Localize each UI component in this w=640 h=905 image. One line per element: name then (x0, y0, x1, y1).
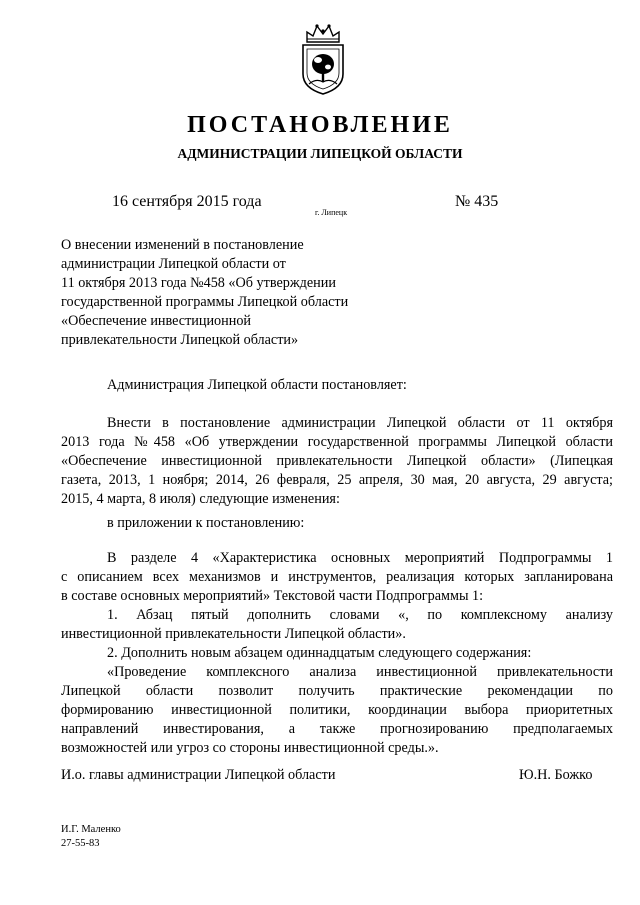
paragraph-main-amendment: Внести в постановление администрации Липецкой области от 11 октября 2013 года №458 «Об утверждении государственной программы Липецкой области «Обеспечение инвестиционной привлекательности Липецкой области» (Липецкая газета, 2013, 1 ноября; 2014, 26 февраля, 25 апреля, 30 мая, 20 августа, 29 августа; 2015, 4 марта, 8 июля) следующие изменения: (61, 415, 613, 507)
paragraph-section-4: В разделе 4 «Характеристика основных мероприятий Подпрограммы 1 с описанием всех механизмов и инструментов, реализация которых запланирована в составе основных мероприятий» Текстовой части Подпрограммы 1: (61, 550, 613, 604)
issuing-authority: АДМИНИСТРАЦИИ ЛИПЕЦКОЙ ОБЛАСТИ (177, 146, 463, 161)
paragraph-item-1: 1. Абзац пятый дополнить словами «, по комплексному анализу инвестиционной привлекательности Липецкой области». (61, 607, 613, 642)
lipetsk-coat-of-arms-icon (298, 22, 348, 96)
signatory-name: Ю.Н. Божко (519, 767, 593, 783)
document-date: 16 сентября 2015 года (112, 193, 262, 210)
executor-block (61, 823, 121, 851)
document-title: ПОСТАНОВЛЕНИЕ (187, 112, 453, 138)
preamble: Администрация Липецкой области постановляет: (107, 377, 407, 393)
heading-line: «Обеспечение инвестиционной (61, 313, 252, 329)
paragraph-appendix: в приложении к постановлению: (107, 515, 305, 531)
heading-line: администрации Липецкой области от (61, 256, 286, 272)
heading-line: государственной программы Липецкой области (61, 294, 349, 310)
document-number: № 435 (455, 193, 499, 210)
heading-line: привлекательности Липецкой области» (61, 332, 299, 348)
paragraph-item-2: 2. Дополнить новым абзацем одиннадцатым следующего содержания: (107, 645, 532, 661)
document-heading (61, 236, 348, 350)
executor-name: И.Г. Маленко (61, 824, 121, 835)
paragraph-new-text: «Проведение комплексного анализа инвестиционной привлекательности Липецкой области позволит получить практические рекомендации по формированию инвестиционной политики, координации выбора приоритетных направлений инвестирования, а также прогнозированию предполагаемых возможностей или угроз со стороны инвестиционной среды.». (61, 664, 613, 756)
signatory-position: И.о. главы администрации Липецкой области (61, 767, 336, 783)
heading-line: 11 октября 2013 года №458 «Об утверждении (61, 275, 336, 291)
heading-line: О внесении изменений в постановление (61, 237, 304, 253)
document-city: г. Липецк (315, 208, 348, 217)
executor-phone: 27-55-83 (61, 838, 100, 849)
